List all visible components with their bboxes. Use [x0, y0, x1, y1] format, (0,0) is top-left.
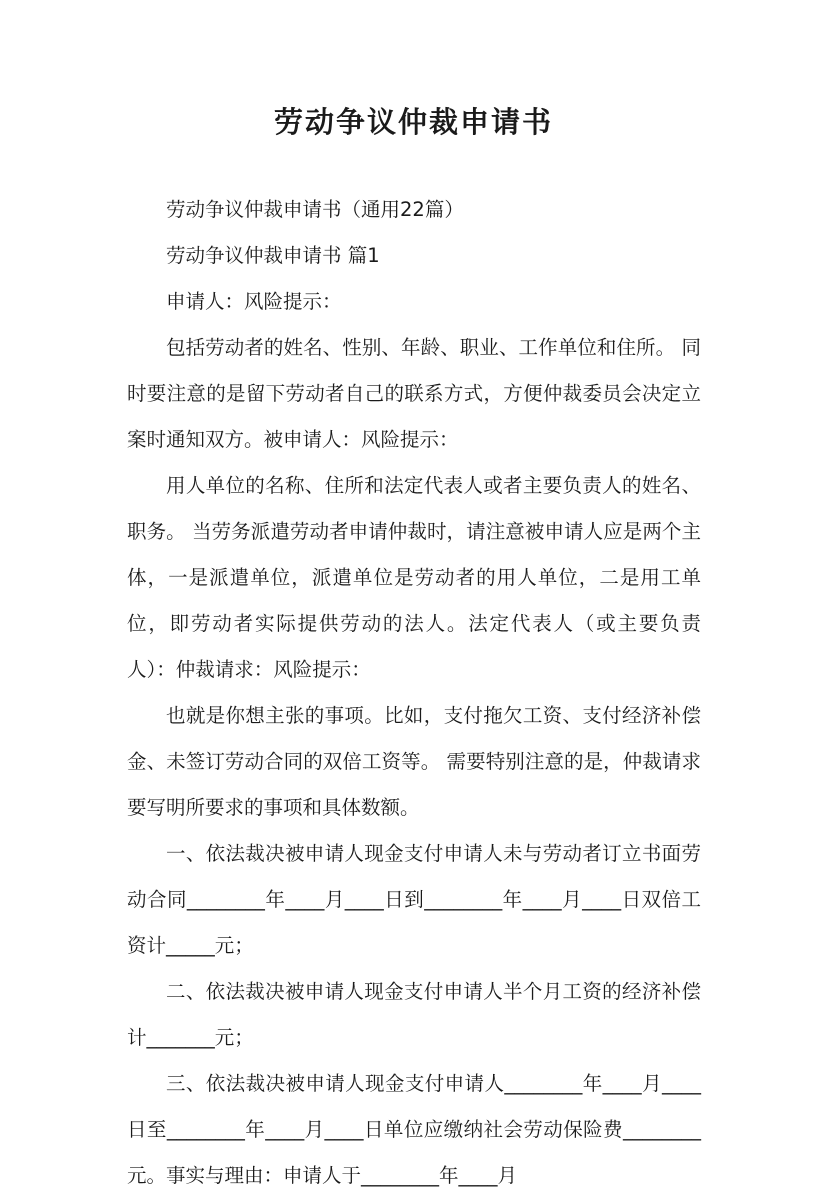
- paragraph-applicant-note: 包括劳动者的姓名、性别、年龄、职业、工作单位和住所。 同时要注意的是留下劳动者自己的联系方式，方便仲裁委员会决定立案时通知双方。被申请人：风险提示：: [127, 336, 701, 451]
- paragraph-applicant: 申请人：风险提示：: [166, 290, 342, 313]
- document-title: 劳动争议仲裁申请书: [273, 105, 553, 139]
- paragraph-subtitle: 劳动争议仲裁申请书（通用22篇）: [166, 198, 464, 221]
- paragraph-respondent-note: 用人单位的名称、住所和法定代表人或者主要负责人的姓名、职务。 当劳务派遣劳动者申请仲裁时，请注意被申请人应是两个主体，一是派遣单位，派遣单位是劳动者的用人单位，二是用工单位，即劳动者实际提供劳动的法人。法定代表人（或主要负责人）：仲裁请求：风险提示：: [127, 474, 701, 681]
- paragraph-claim-one: 一、依法裁决被申请人现金支付申请人未与劳动者订立书面劳动合同________年____月____日到________年____月____日双倍工资计_____元；: [127, 842, 701, 957]
- paragraph-claim-three: 三、依法裁决被申请人现金支付申请人________年____月____日至________年____月____日单位应缴纳社会劳动保险费________元。事实与理由：申请人于________年____月: [127, 1072, 701, 1187]
- paragraph-section-heading: 劳动争议仲裁申请书 篇1: [166, 244, 380, 267]
- document-body: [127, 187, 701, 1199]
- paragraph-claims-note: 也就是你想主张的事项。比如，支付拖欠工资、支付经济补偿金、未签订劳动合同的双倍工资等。 需要特别注意的是，仲裁请求要写明所要求的事项和具体数额。: [127, 704, 701, 819]
- paragraph-claim-two: 二、依法裁决被申请人现金支付申请人半个月工资的经济补偿计_______元；: [127, 980, 701, 1049]
